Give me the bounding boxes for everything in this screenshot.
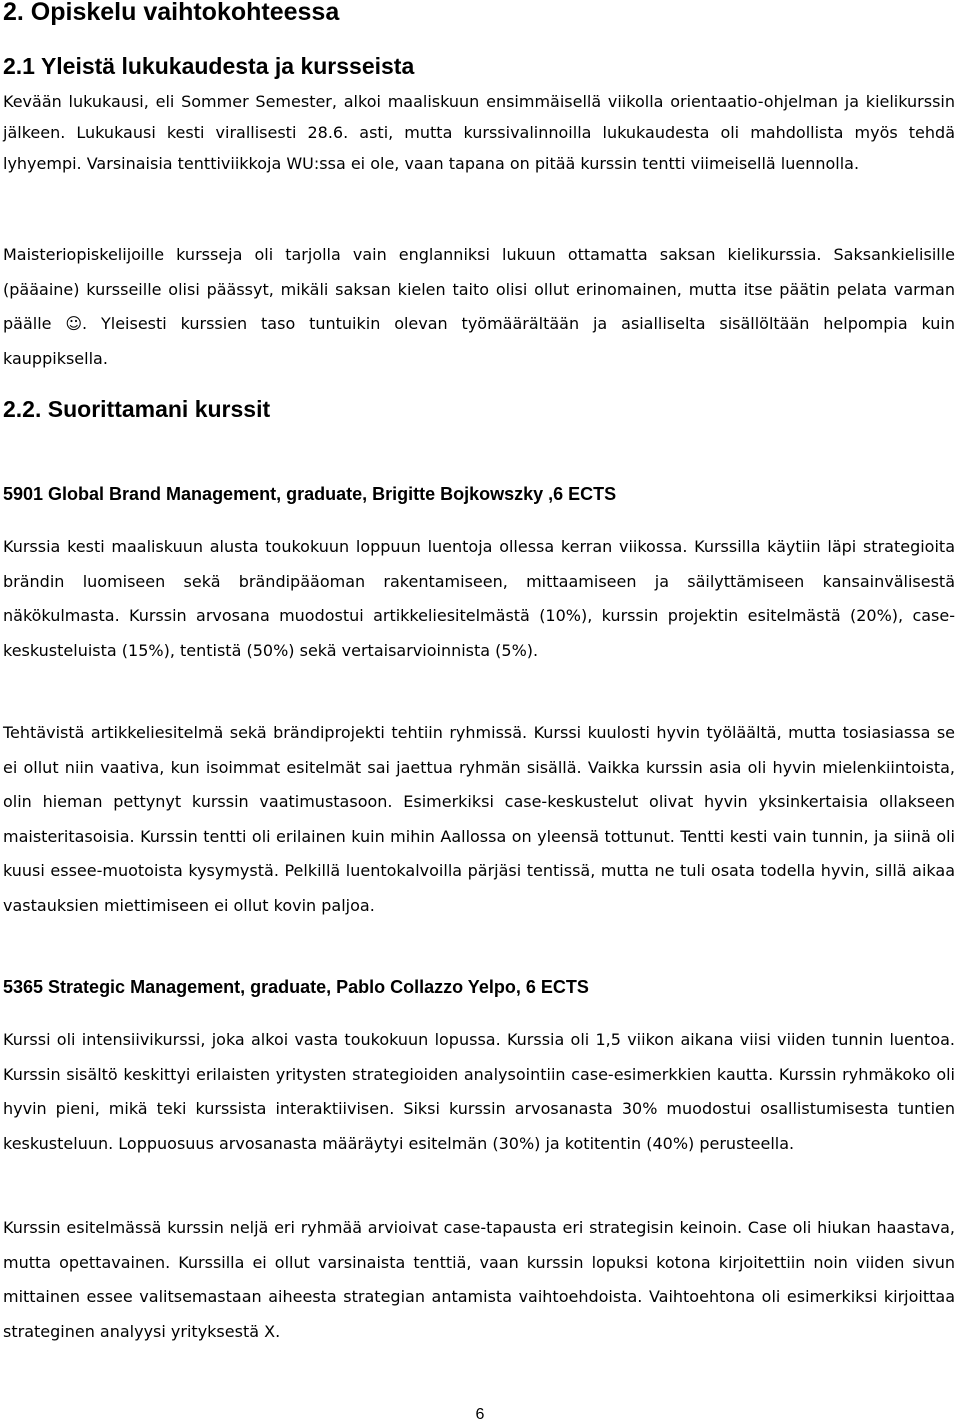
paragraph-course-language — [3, 238, 955, 376]
subsection-title-general: 2.1 Yleistä lukukaudesta ja kursseista — [3, 53, 415, 79]
section-title: 2. Opiskelu vaihtokohteessa — [3, 0, 340, 26]
paragraph-course-language-rest: . Yleisesti kurssien taso tuntuikin olevan työmäärältään ja asialliselta sisällöltään helpompia kuin kauppiksella. — [3, 314, 955, 368]
paragraph-brand-management-review: Tehtävistä artikkeliesitelmä sekä brändiprojekti tehtiin ryhmissä. Kurssi kuulosti hyvin työläältä, mutta tosiasiassa se ei ollut niin vaativa, kun isoimmat esitelmät sai jaettua ryhmän sisällä. Vaikka kurssin asia oli hyvin mielenkiintoista, olin hieman pettynyt kurssin vaatimustasoon. Esimerkiksi case-keskustelut olivat hyvin yksinkertaisia ollakseen maisteritasoisia. Kurssin tentti oli erilainen kuin mihin Aallossa on yleensä tottunut. Tentti kesti vain tunnin, ja siinä oli kuusi essee-muotoista kysymystä. Pelkillä luentokalvoilla pärjäsi tentissä, mutta ne tuli osata todella hyvin, sillä aikaa vastauksien miettimiseen ei ollut kovin paljoa. — [3, 723, 955, 915]
paragraph-course-language-text: Maisteriopiskelijoille kursseja oli tarjolla vain englanniksi lukuun ottamatta saksan kielikurssia. Saksankielisille (pääaine) kursseille olisi päässyt, mikäli saksan kielen taito olisi ollut erinomainen, mutta itse päätin pelata varman päälle — [3, 245, 955, 334]
paragraph-brand-management-description: Kurssia kesti maaliskuun alusta toukokuun loppuun luentoja ollessa kerran viikossa. Kurssilla käytiin läpi strategioita brändin luomiseen sekä brändipääoman rakentamiseen, mittaamiseen ja säilyttämiseen kansainvälisestä näkökulmasta. Kurssin arvosana muodostui artikkeliesitelmästä (10%), kurssin projektin esitelmästä (20%), case-keskusteluista (15%), tentistä (50%) sekä vertaisarvioinnista (5%). — [3, 537, 955, 660]
subsection-title-courses: 2.2. Suorittamani kurssit — [3, 396, 271, 422]
course-title-brand-management: 5901 Global Brand Management, graduate, Brigitte Bojkowszky ,6 ECTS — [3, 484, 617, 504]
paragraph-strategic-management-review: Kurssin esitelmässä kurssin neljä eri ryhmää arvioivat case-tapausta eri strategisin keinoin. Case oli hiukan haastava, mutta opettavainen. Kurssilla ei ollut varsinaista tenttiä, vaan kurssin lopuksi kotona kirjoitettiin noin viiden sivun mittainen essee valitsemastaan aiheesta strategian antamista vaihtoehdoista. Vaihtoehtona oli esimerkiksi kirjoittaa strateginen analyysi yrityksestä X. — [3, 1218, 955, 1341]
smiley-icon: ☺ — [65, 314, 83, 334]
paragraph-semester-info: Kevään lukukausi, eli Sommer Semester, alkoi maaliskuun ensimmäisellä viikolla orientaatio-ohjelman ja kielikurssin jälkeen. Lukukausi kesti virallisesti 28.6. asti, mutta kurssivalinnoilla lukukaudesta oli mahdollista myös tehdä lyhyempi. Varsinaisia tenttiviikkoja WU:ssa ei ole, vaan tapana on pitää kurssin tentti viimeisellä luennolla. — [3, 92, 955, 173]
course-title-strategic-management: 5365 Strategic Management, graduate, Pablo Collazzo Yelpo, 6 ECTS — [3, 977, 589, 997]
paragraph-strategic-management-description: Kurssi oli intensiivikurssi, joka alkoi vasta toukokuun lopussa. Kurssia oli 1,5 viikon aikana viisi viiden tunnin luentoa. Kurssin sisältö keskittyi erilaisten yritysten strategioiden analysointiin case-esimerkkien kautta. Kurssin ryhmäkoko oli hyvin pieni, mikä teki kurssista interaktiivisen. Siksi kurssin arvosanasta 30% muodostui osallistumisesta tuntien keskusteluun. Loppuosuus arvosanasta määräytyi esitelmän (30%) ja kotitentin (40%) perusteella. — [3, 1030, 955, 1153]
page-number: 6 — [475, 1406, 485, 1423]
